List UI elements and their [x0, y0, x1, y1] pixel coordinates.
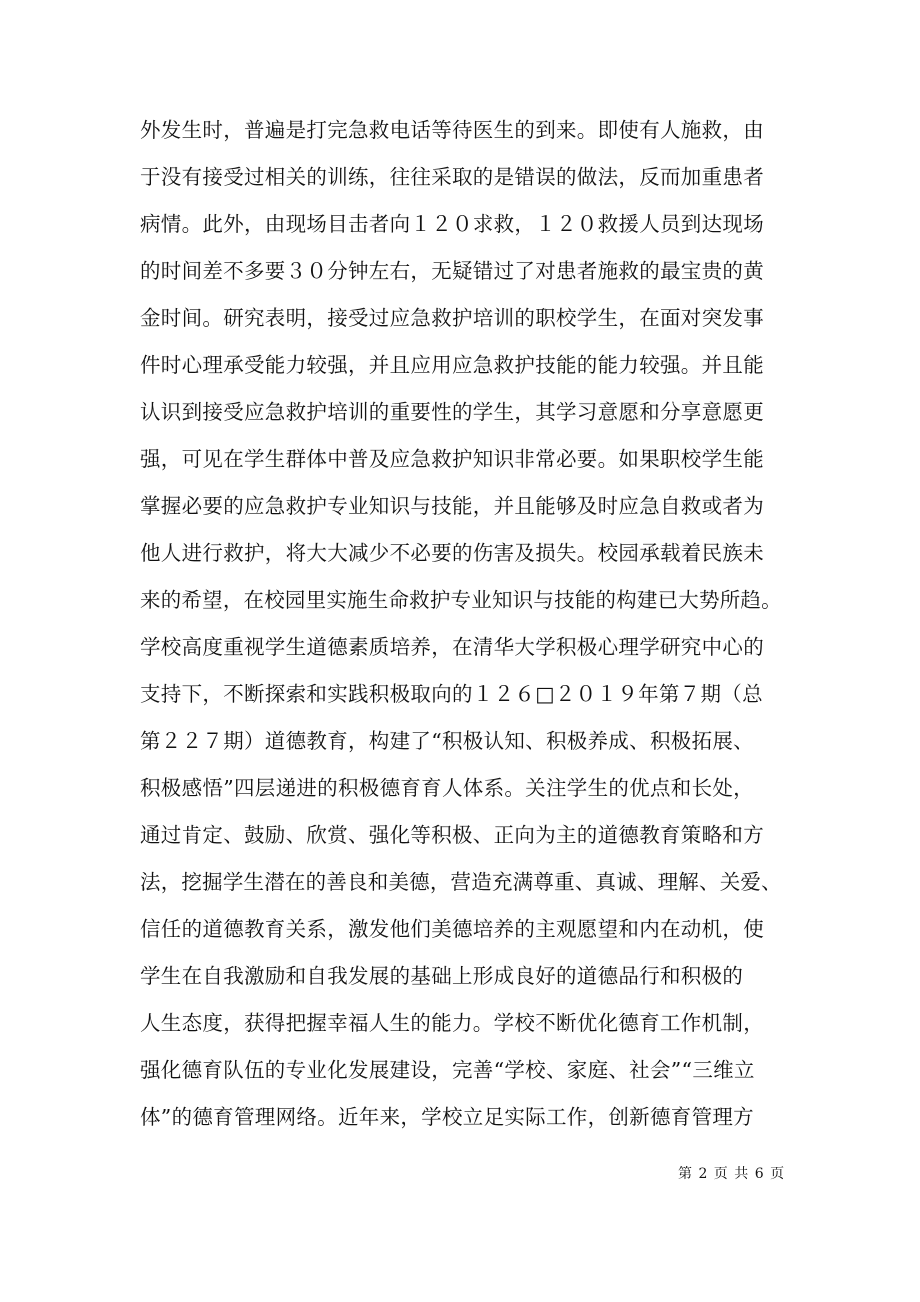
body-text-line: 法，挖掘学生潜在的善良和美德，营造充满尊重、真诚、理解、关爱、	[140, 870, 782, 894]
body-text-line: 件时心理承受能力较强，并且应用应急救护技能的能力较强。并且能	[140, 353, 764, 377]
body-text-line: 掌握必要的应急救护专业知识与技能，并且能够及时应急自救或者为	[140, 494, 764, 518]
body-text-line: 金时间。研究表明，接受过应急救护培训的职校学生，在面对突发事	[140, 306, 764, 330]
body-text-line: 的时间差不多要３０分钟左右，无疑错过了对患者施救的最宝贵的黄	[140, 259, 764, 283]
body-text-line: 体”的德育管理网络。近年来，学校立足实际工作，创新德育管理方	[140, 1105, 754, 1129]
body-text-line: 他人进行救护，将大大减少不必要的伤害及损失。校园承载着民族未	[140, 541, 764, 565]
body-text-line: 学生在自我激励和自我发展的基础上形成良好的道德品行和积极的	[140, 964, 744, 988]
body-text-line: 强化德育队伍的专业化发展建设，完善“学校、家庭、社会”“三维立	[140, 1058, 755, 1082]
body-text-line: 认识到接受应急救护培训的重要性的学生，其学习意愿和分享意愿更	[140, 400, 764, 424]
body-text-line: 强，可见在学生群体中普及应急救护知识非常必要。如果职校学生能	[140, 447, 764, 471]
body-text-line: 于没有接受过相关的训练，往往采取的是错误的做法，反而加重患者	[140, 165, 764, 189]
body-text-line: 第２２７期）道德教育，构建了“积极认知、积极养成、积极拓展、	[140, 729, 754, 753]
body-text-line: 病情。此外，由现场目击者向１２０求救，１２０救援人员到达现场	[140, 212, 764, 236]
body-text-line: 支持下，不断探索和实践积极取向的１２６□２０１９年第７期（总	[140, 682, 763, 706]
body-text-line: 积极感悟”四层递进的积极德育育人体系。关注学生的优点和长处，	[140, 776, 754, 800]
body-text-line: 来的希望，在校园里实施生命救护专业知识与技能的构建已大势所趋。	[140, 588, 782, 612]
body-text-line: 人生态度，获得把握幸福人生的能力。学校不断优化德育工作机制，	[140, 1011, 764, 1035]
body-text-line: 学校高度重视学生道德素质培养，在清华大学积极心理学研究中心的	[140, 635, 764, 659]
body-text-line: 信任的道德教育关系，激发他们美德培养的主观愿望和内在动机，使	[140, 917, 764, 941]
page-number-footer: 第 2 页 共 6 页	[678, 1166, 786, 1182]
body-text-line: 外发生时，普遍是打完急救电话等待医生的到来。即使有人施救，由	[140, 118, 764, 142]
body-text-line: 通过肯定、鼓励、欣赏、强化等积极、正向为主的道德教育策略和方	[140, 823, 764, 847]
